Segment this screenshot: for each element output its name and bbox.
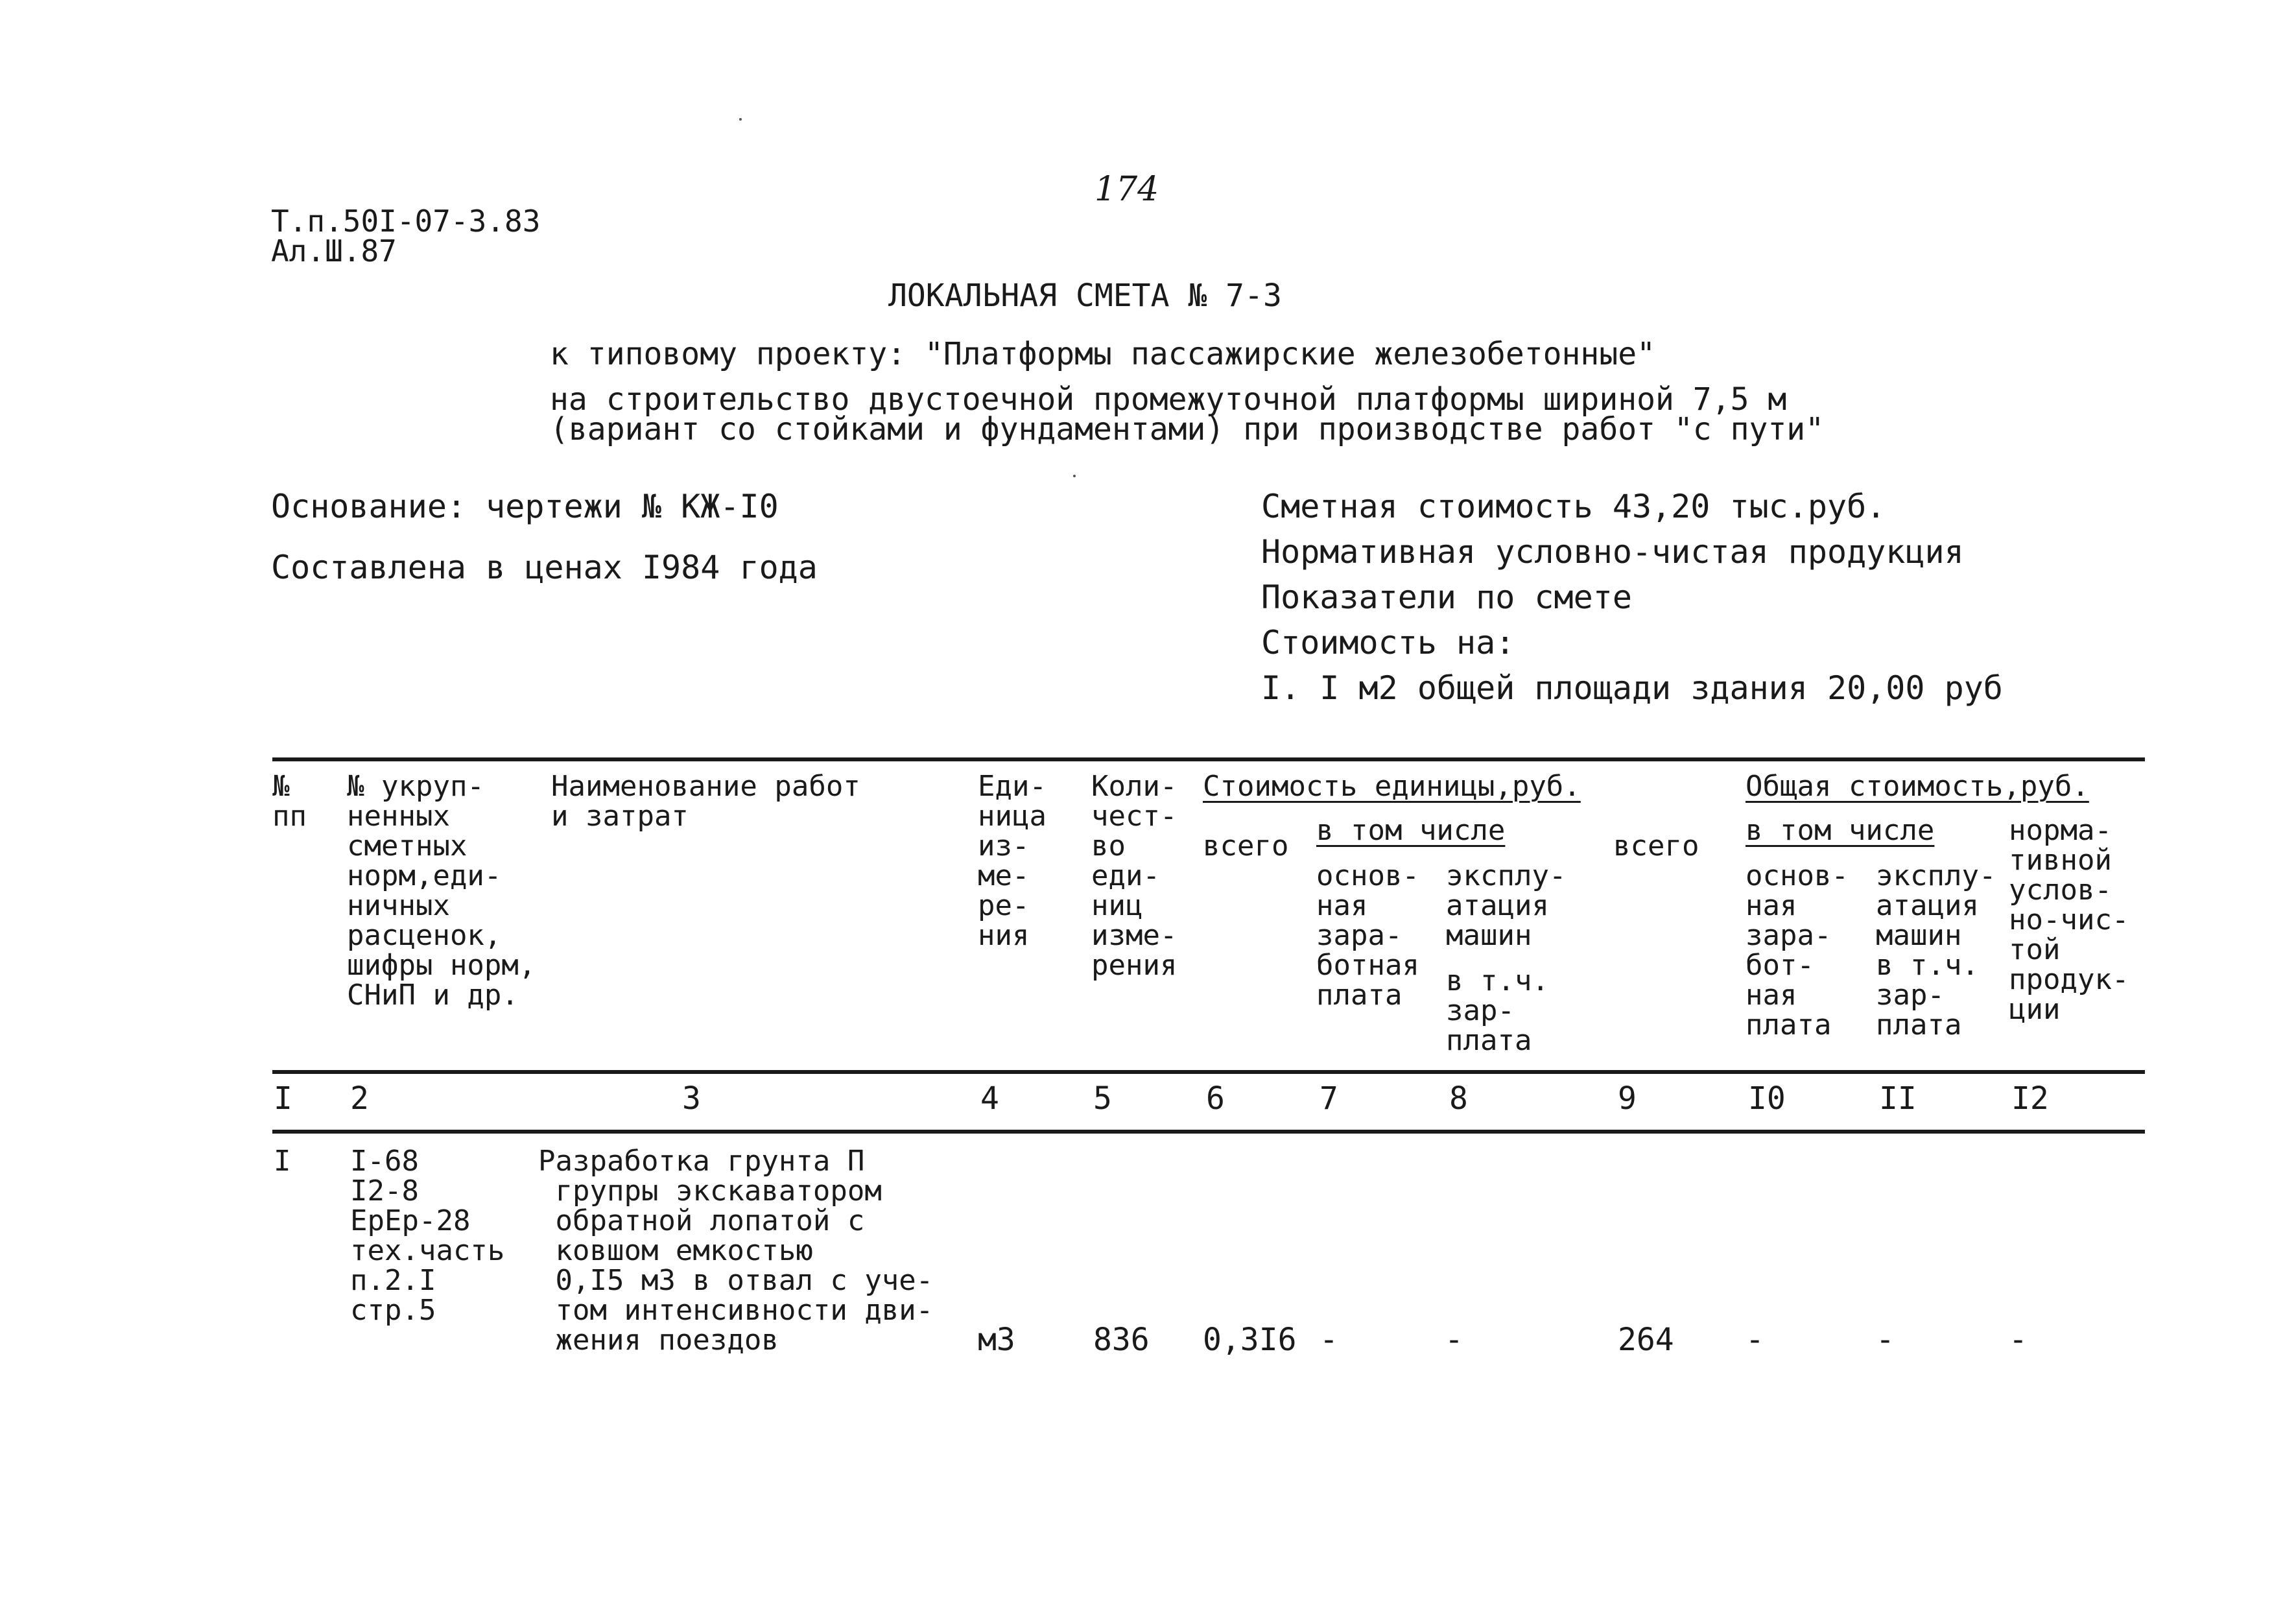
header-total-machines-wage: в т.ч. зар- плата	[1876, 949, 1979, 1042]
subtitle-line2: на строительство двустоечной промежуточной платформы шириной 7,5 м	[550, 381, 1787, 418]
page-title: ЛОКАЛЬНАЯ СМЕТА № 7-3	[888, 278, 1282, 314]
row-total-wage: -	[1746, 1322, 1764, 1358]
doc-reference-line1: Т.п.50I-07-3.83	[271, 204, 541, 239]
header-unit-cost-total: всего	[1203, 829, 1289, 863]
prices-year-text: Составлена в ценах I984 года	[271, 549, 818, 586]
row-number: I	[274, 1145, 291, 1178]
column-number: 4	[980, 1080, 999, 1117]
row-norm-codes: I-68 I2-8 ЕрЕр-28 тех.часть п.2.I стр.5	[350, 1145, 505, 1327]
scan-speck	[739, 118, 742, 121]
header-work-name: Наименование работ и затрат	[551, 770, 860, 833]
row-quantity: 836	[1093, 1322, 1150, 1358]
header-unit-cost: Стоимость единицы,руб.	[1203, 770, 1581, 803]
header-total-cost: Общая стоимость,руб.	[1746, 770, 2089, 803]
row-unit-wage: -	[1320, 1322, 1338, 1358]
header-total-sum: всего	[1613, 829, 1699, 863]
header-bottom-rule	[272, 1070, 2145, 1074]
estimated-cost: Сметная стоимость 43,20 тыс.руб.	[1261, 488, 1886, 525]
header-total-machines: эксплу- атация машин	[1876, 859, 1996, 952]
row-total-normative: -	[2009, 1322, 2028, 1358]
header-unit-machines-wage: в т.ч. зар- плата	[1446, 964, 1549, 1057]
column-number: 8	[1449, 1080, 1468, 1117]
header-quantity: Коли- чест- во еди- ниц изме- рения	[1091, 770, 1178, 982]
column-number: I	[274, 1080, 292, 1117]
header-row-number: № пп	[272, 770, 307, 833]
column-number: 6	[1206, 1080, 1225, 1117]
row-total-machines: -	[1876, 1322, 1895, 1358]
row-total: 264	[1618, 1322, 1674, 1358]
column-number: 9	[1618, 1080, 1637, 1117]
normative-production: Нормативная условно-чистая продукция	[1261, 533, 1964, 571]
column-number: 3	[682, 1080, 701, 1117]
header-unit: Еди- ница из- ме- ре- ния	[978, 770, 1047, 952]
column-number: 2	[350, 1080, 369, 1117]
column-number: II	[1879, 1080, 1917, 1117]
header-total-including: в том числе	[1746, 814, 1935, 847]
row-unit-machines: -	[1445, 1322, 1463, 1358]
subtitle-line1: к типовому проекту: "Платформы пассажирские железобетонные"	[550, 336, 1656, 372]
column-number: I2	[2011, 1080, 2049, 1117]
header-unit-wage: основ- ная зара- ботная плата	[1316, 859, 1419, 1012]
header-total-wage: основ- ная зара- бот- ная плата	[1746, 859, 1849, 1042]
header-unit-machines: эксплу- атация машин	[1446, 859, 1567, 952]
basis-text: Основание: чертежи № КЖ-I0	[271, 488, 779, 525]
scan-speck	[1073, 475, 1076, 477]
table-top-rule	[272, 757, 2145, 761]
row-unit-total: 0,3I6	[1203, 1322, 1297, 1358]
row-work-name: Разработка грунта П групры экскаватором обратной лопатой с ковшом емкостью 0,I5 м3 в отвал с уче- том интенсивности дви- жения поездов	[538, 1145, 934, 1357]
header-normative-production: норма- тивной услов- но-чис- той продук- ции	[2009, 814, 2129, 1026]
indicators-heading: Показатели по смете	[1261, 578, 1632, 616]
row-unit: м3	[978, 1322, 1015, 1358]
doc-reference-line2: Ал.Ш.87	[271, 233, 397, 268]
column-number: I0	[1748, 1080, 1786, 1117]
cost-on-label: Стоимость на:	[1261, 624, 1515, 661]
column-numbers-rule	[272, 1130, 2145, 1134]
cost-per-m2: I. I м2 общей площади здания 20,00 руб	[1261, 669, 2003, 707]
column-number: 7	[1320, 1080, 1338, 1117]
header-unit-cost-including: в том числе	[1316, 814, 1506, 847]
page-number: 174	[1095, 170, 1159, 209]
subtitle-line3: (вариант со стойками и фундаментами) при производстве работ "с пути"	[550, 411, 1825, 447]
column-number: 5	[1093, 1080, 1112, 1117]
header-norm-codes: № укруп- ненных сметных норм,еди- ничных расценок, шифры норм, СНиП и др.	[347, 770, 536, 1012]
